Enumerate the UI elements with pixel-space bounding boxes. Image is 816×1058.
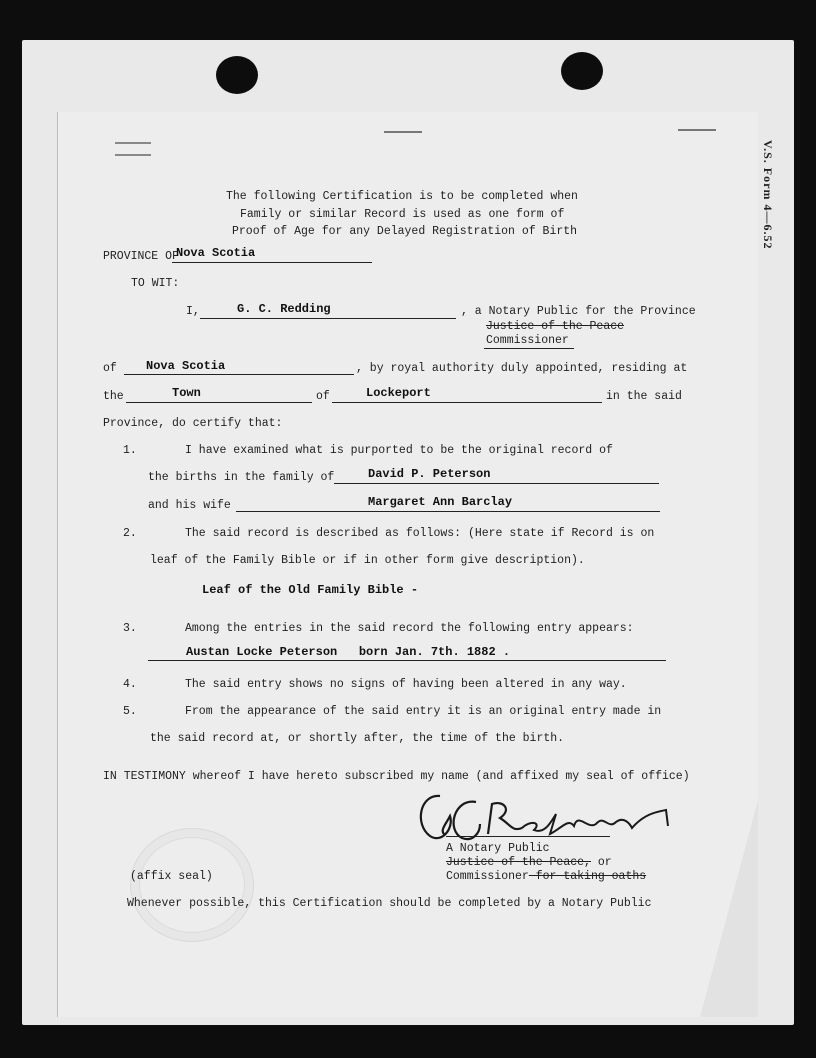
item5-line1: From the appearance of the said entry it is an original entry made in [185, 705, 662, 718]
sig-title-justice-struck: Justice of the Peace, [446, 856, 591, 869]
father-line [334, 483, 659, 484]
notary-name-line [200, 318, 456, 319]
of-value: Nova Scotia [146, 359, 226, 373]
sig-title-justice [446, 856, 612, 869]
to-wit-label: TO WIT: [131, 277, 180, 290]
staple-mark [678, 129, 716, 131]
heading-line-1: The following Certification is to be completed when [226, 190, 578, 203]
form-code: V.S. Form 4—6.52 [761, 140, 775, 250]
the-label: the [103, 390, 124, 403]
province-label: PROVINCE OF [103, 250, 179, 263]
commissioner-underline [484, 348, 574, 349]
item4-line1: The said entry shows no signs of having been altered in any way. [185, 678, 627, 691]
town-value: Town [172, 386, 201, 400]
commissioner-label: Commissioner [486, 334, 569, 347]
affix-seal-label: (affix seal) [130, 870, 213, 883]
father-name: David P. Peterson [368, 467, 491, 481]
item3-number: 3. [123, 622, 137, 635]
item1-line2: the births in the family of [148, 471, 335, 484]
province-value: Nova Scotia [176, 246, 256, 260]
notary-title-line: , a Notary Public for the Province [461, 305, 696, 318]
in-said-text: in the said [606, 390, 682, 403]
item1-line1: I have examined what is purported to be the original record of [185, 444, 613, 457]
of2-label: of [316, 390, 330, 403]
sig-title-commissioner [446, 870, 646, 883]
item5-number: 5. [123, 705, 137, 718]
mother-line [236, 511, 660, 512]
sig-title-or: or [590, 856, 612, 869]
justice-struck: Justice of the Peace [486, 320, 625, 333]
i-label: I, [186, 305, 200, 318]
folded-corner [700, 800, 758, 1017]
wife-label: and his wife [148, 499, 231, 512]
place-line [332, 402, 602, 403]
sig-title-notary: A Notary Public [446, 842, 550, 855]
paper-clip-mark [115, 142, 151, 156]
record-description: Leaf of the Old Family Bible - [202, 583, 419, 597]
sig-title-commissioner-label: Commissioner [446, 870, 529, 883]
item5-line2: the said record at, or shortly after, the time of the birth. [150, 732, 565, 745]
heading-line-2: Family or similar Record is used as one form of [240, 208, 565, 221]
town-line [126, 402, 312, 403]
birth-entry: Austan Locke Peterson born Jan. 7th. 1882 . [186, 645, 511, 659]
sig-title-commissioner-struck: for taking oaths [528, 870, 647, 883]
footer-note: Whenever possible, this Certification should be completed by a Notary Public [127, 897, 652, 910]
item1-number: 1. [123, 444, 137, 457]
place-value: Lockeport [366, 386, 431, 400]
signature-line [446, 836, 610, 837]
item3-line1: Among the entries in the said record the following entry appears: [185, 622, 634, 635]
mother-name: Margaret Ann Barclay [368, 495, 513, 509]
testimony-text: IN TESTIMONY whereof I have hereto subscribed my name (and affixed my seal of office) [103, 770, 690, 783]
item2-line2: leaf of the Family Bible or if in other form give description). [150, 554, 585, 567]
punch-hole-right [561, 52, 603, 90]
entry-line [148, 660, 666, 661]
item2-line1: The said record is described as follows: (Here state if Record is on [185, 527, 655, 540]
province-certify: Province, do certify that: [103, 417, 283, 430]
royal-authority-text: , by royal authority duly appointed, residing at [356, 362, 688, 375]
of-line [124, 374, 354, 375]
item2-number: 2. [123, 527, 137, 540]
embossed-seal [130, 828, 254, 942]
punch-hole-left [216, 56, 258, 94]
heading-line-3: Proof of Age for any Delayed Registration of Birth [232, 225, 578, 238]
item4-number: 4. [123, 678, 137, 691]
notary-name: G. C. Redding [237, 302, 331, 316]
staple-mark [384, 131, 422, 133]
province-line [172, 262, 372, 263]
of-label: of [103, 362, 117, 375]
